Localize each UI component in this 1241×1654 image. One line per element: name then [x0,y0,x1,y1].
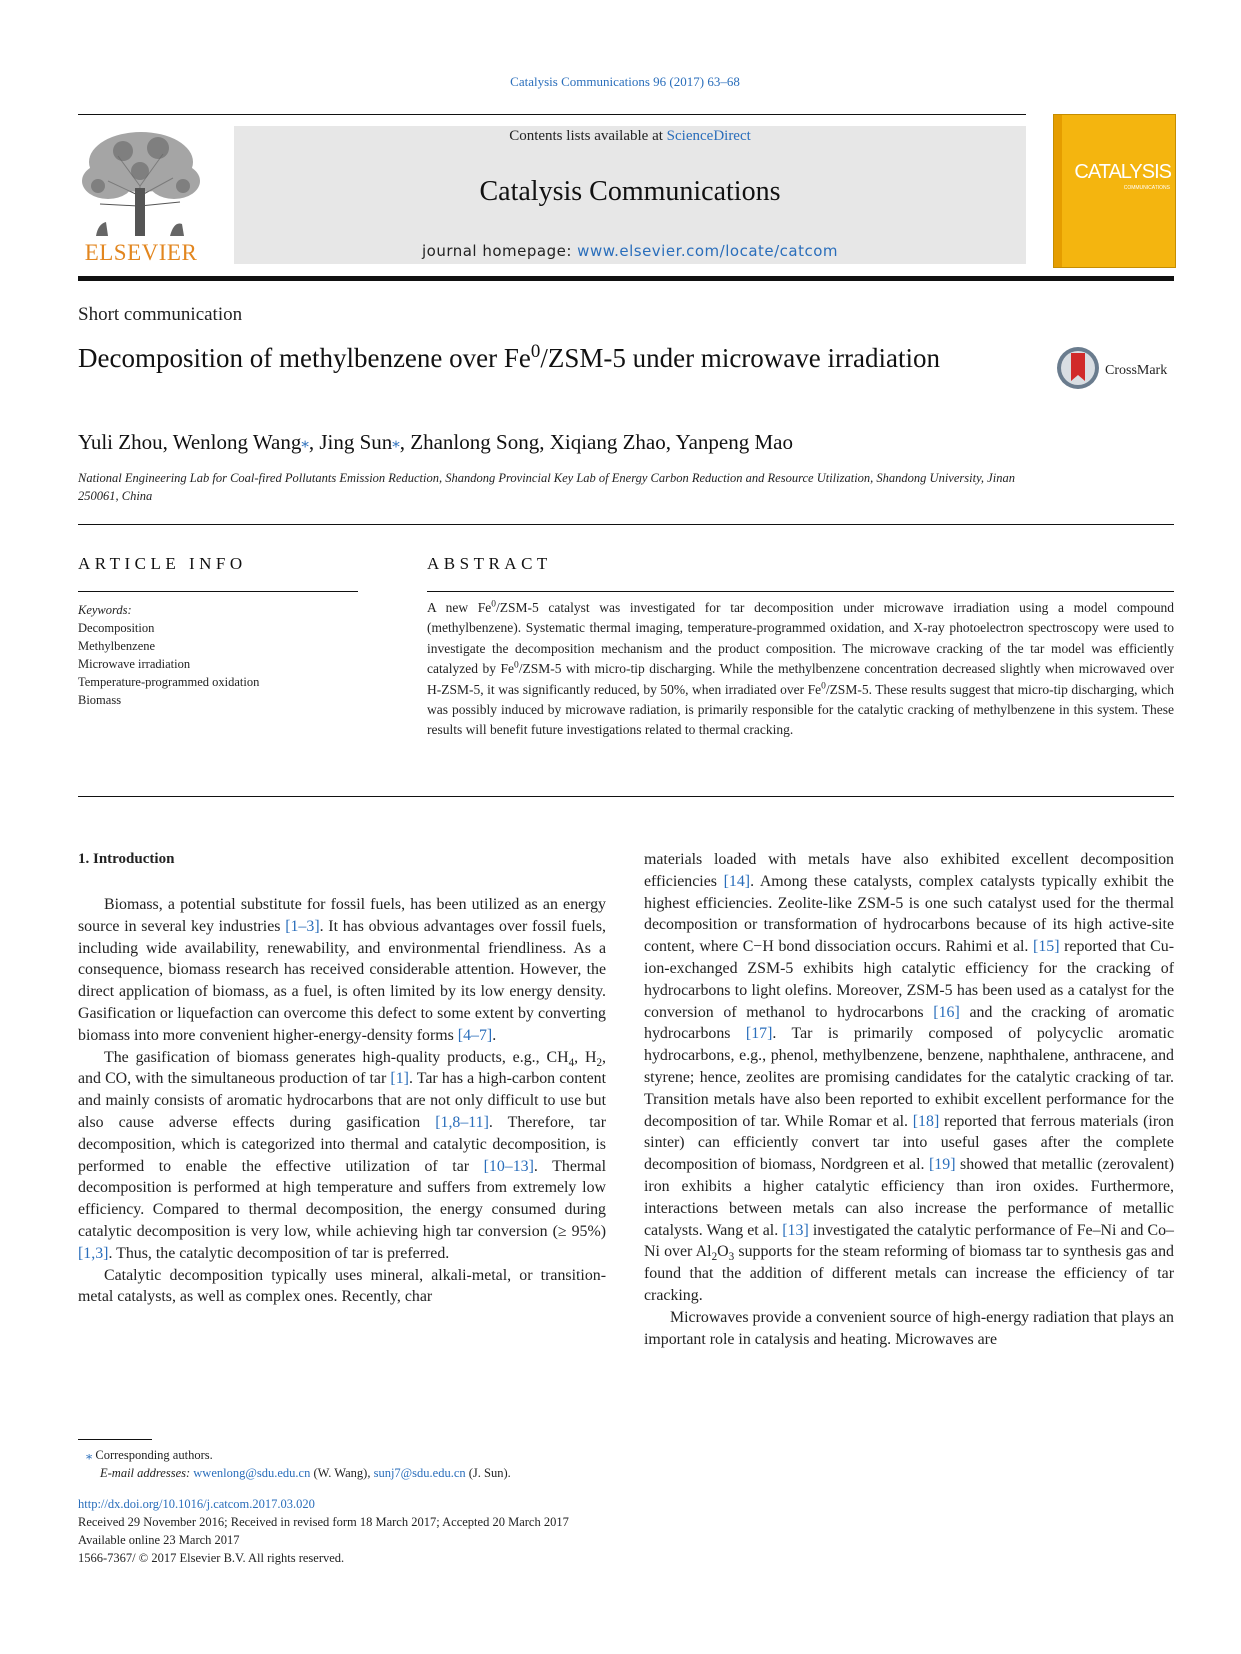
affiliation: National Engineering Lab for Coal-fired Pollutants Emission Reduction, Shandong Provincial Key Lab of Energy Carbon Reduction and Resource Utilization, Shandong University, Jinan 250061, China [78,471,1015,503]
paragraph: Biomass, a potential substitute for fossil fuels, has been utilized as an energy source in several key industries [1–3]. It has obvious advantages over fossil fuels, including wide availability, renewability, and environmental friendliness. As a consequence, biomass research has received considerable attention. However, the direct application of biomass, as a fuel, is often limited by its low energy density. Gasification or liquefaction can overcome this defect to some extent by converting biomass into more convenient higher-energy-density forms [4–7]. [78,896,606,1044]
contents-prefix: Contents lists available at [509,128,667,144]
paragraph: Catalytic decomposition typically uses mineral, alkali-metal, or transition-metal catalysts, as well as complex ones. Recently, char [78,1266,606,1306]
author-name: Yuli Zhou [78,430,163,454]
journal-name: Catalysis Communications [479,176,781,207]
corresponding-author-mark[interactable]: ⁎ [301,435,309,451]
abstract-bottom-rule [78,796,1174,797]
corresponding-label: Corresponding authors. [92,1448,213,1462]
keywords-block [78,601,368,709]
email-link[interactable]: sunj7@sdu.edu.cn [373,1466,466,1480]
footnote-rule [78,1439,152,1440]
author-name: Yanpeng Mao [675,430,793,454]
citation-link[interactable]: [19] [929,1156,956,1174]
email-label: E-mail addresses: [100,1466,194,1480]
article-info-rule [78,591,358,592]
journal-reference[interactable]: Catalysis Communications 96 (2017) 63–68 [510,74,740,89]
contents-line [234,128,1026,145]
cover-subtitle: COMMUNICATIONS [1123,185,1170,191]
author-list: Yuli Zhou, Wenlong Wang⁎, Jing Sun⁎, Zhanlong Song, Xiqiang Zhao, Yanpeng Mao [78,430,793,454]
title-part-2: /ZSM-5 under microwave irradiation [540,343,940,373]
citation-link[interactable]: [15] [1033,938,1060,956]
corresponding-author-mark[interactable]: ⁎ [392,435,400,451]
keyword: Temperature-programmed oxidation [78,675,260,689]
citation-link[interactable]: [18] [912,1112,940,1130]
keyword: Microwave irradiation [78,657,191,671]
header-top-rule [78,114,1026,115]
elsevier-logo[interactable] [78,126,204,266]
article-footer [78,1495,978,1567]
email-link[interactable]: wwenlong@sdu.edu.cn [193,1466,311,1480]
body-column-right [644,849,1174,1350]
crossmark-badge[interactable] [1055,345,1185,397]
citation-link[interactable]: [1,8–11] [435,1113,489,1131]
author-name: Wenlong Wang [172,430,302,454]
keywords-label: Keywords: [78,603,132,617]
citation-link[interactable]: [4–7] [457,1026,493,1044]
copyright: 1566-7367/ © 2017 Elsevier B.V. All rights reserved. [78,1551,345,1565]
author-name: Xiqiang Zhao [549,430,666,454]
journal-homepage-link[interactable]: www.elsevier.com/locate/catcom [577,242,839,260]
title-superscript: 0 [530,341,541,362]
citation-link[interactable]: [1–3] [285,917,320,935]
elsevier-tree-icon [78,126,204,238]
author-name: Jing Sun [319,430,393,454]
title-part-1: Decomposition of methylbenzene over Fe [78,343,531,373]
citation-link[interactable]: [13] [782,1221,809,1239]
article-title [78,340,978,376]
elsevier-wordmark: ELSEVIER [84,240,198,265]
keyword: Biomass [78,693,122,707]
footnote-star: ⁎ [86,1448,93,1462]
abstract-heading: ABSTRACT [427,554,552,573]
paragraph: The gasification of biomass generates high-quality products, e.g., $CH_4$, $H_2$, and CO, with the simultaneous production of tar [1]. Tar has a high-carbon content and mainly consists of aromatic hydrocarbons that are not only difficult to use but also cause adverse effects during gasification [1,8–11]. Therefore, tar decomposition, which is categorized into thermal and catalytic decomposition, is performed to enable the effective utilization of tar [10–13]. Thermal decomposition is performed at high temperature and suffers from extremely low efficiency. Compared to thermal decomposition, the energy consumed during catalytic decomposition is very low, while achieving high tar conversion (≥ 95%) [1,3]. Thus, the catalytic decomposition of tar is preferred. [78,1048,606,1262]
body-column-left [78,894,606,1308]
homepage-line [234,242,1026,260]
abstract-text: A new Fe$^0$/ZSM-5 catalyst was investigated for tar decomposition under microwave irradiation using a model compound (methylbenzene). Systematic thermal imaging, temperature-programmed oxidation, and X-ray photoelectron spectroscopy were used to investigate the decomposition mechanism and the product composition. The microwave cracking of the tar model was efficiently catalyzed by Fe$^0$/ZSM-5 with micro-tip discharging. While the methylbenzene concentration decreased slightly when microwaved over H-ZSM-5, it was significantly reduced, by 50%, when irradiated over Fe$^0$/ZSM-5. These results suggest that micro-tip discharging, which was possibly induced by microwave radiation, is primarily responsible for the catalytic cracking of methylbenzene in this system. These results will benefit future investigations related to thermal cracking. [427,599,1175,738]
citation-link[interactable]: [10–13] [483,1157,534,1175]
article-info-heading: ARTICLE INFO [78,554,247,573]
cover-title: CATALYSIS [1074,161,1171,183]
crossmark-icon [1055,345,1101,391]
section-heading-introduction: 1. Introduction [78,851,175,867]
article-type: Short communication [78,304,243,325]
affiliation-rule [78,524,1174,525]
journal-banner [234,126,1026,264]
keyword: Methylbenzene [78,639,156,653]
citation-link[interactable]: [1] [390,1070,409,1088]
header-thick-rule [78,276,1174,281]
citation-link[interactable]: [14] [723,872,751,890]
author-name: Zhanlong Song [410,430,540,454]
journal-cover-thumbnail[interactable] [1053,114,1176,268]
paragraph: Microwaves provide a convenient source of high-energy radiation that plays an important role in catalysis and heating. Microwaves are [644,1308,1174,1348]
homepage-prefix: journal homepage: [421,242,578,260]
crossmark-label: CrossMark [1105,363,1168,378]
doi-link[interactable]: http://dx.doi.org/10.1016/j.catcom.2017.03.020 [78,1497,315,1511]
corresponding-footnote: ⁎ Corresponding authors. E-mail addresses: wwenlong@sdu.edu.cn (W. Wang), sunj7@sdu.edu.cn (J. Sun). [86,1448,511,1480]
paragraph: materials loaded with metals have also exhibited excellent decomposition efficiencies [14]. Among these catalysts, complex catalysts typically exhibit the highest efficiencies. Zeolite-like ZSM-5 is one such catalyst used for the thermal decomposition or transformation of hydrocarbons because of its high active-site content, where C−H bond dissociation occurs. Rahimi et al. [15] reported that Cu-ion-exchanged ZSM-5 exhibits high catalytic efficiency for the cracking of hydrocarbons to light olefins. Moreover, ZSM-5 has been used as a catalyst for the conversion of methanol to hydrocarbons [16] and the cracking of aromatic hydrocarbons [17]. Tar is primarily composed of polycyclic aromatic hydrocarbons, e.g., phenol, methylbenzene, benzene, naphthalene, anthracene, and styrene; hence, zeolites are promising candidates for the catalytic cracking of tar. Transition metals have also been reported to exhibit excellent performance for the decomposition of tar. While Romar et al. [18] reported that ferrous materials (iron sinter) can efficiently convert tar into useful gases after the complete decomposition of biomass, Nordgreen et al. [19] showed that metallic (zerovalent) iron exhibits a higher catalytic efficiency than iron oxides. Furthermore, interactions between metals can also increase the performance of metallic catalysts. Wang et al. [13] investigated the catalytic performance of Fe–Ni and Co–Ni over $Al_2O_3$ supports for the steam reforming of biomass tar to synthesis gas and found that the addition of different metals can increase the efficiency of tar cracking. [644,851,1175,1304]
cover-strip [1054,115,1062,267]
sciencedirect-link[interactable]: ScienceDirect [666,128,751,144]
keyword: Decomposition [78,621,155,635]
abstract-rule [427,591,1174,592]
citation-link[interactable]: [1,3] [78,1244,109,1262]
citation-link[interactable]: [16] [933,1003,960,1021]
online-date: Available online 23 March 2017 [78,1533,240,1547]
citation-link[interactable]: [17] [745,1025,773,1043]
received-dates: Received 29 November 2016; Received in revised form 18 March 2017; Accepted 20 March 2017 [78,1515,569,1529]
